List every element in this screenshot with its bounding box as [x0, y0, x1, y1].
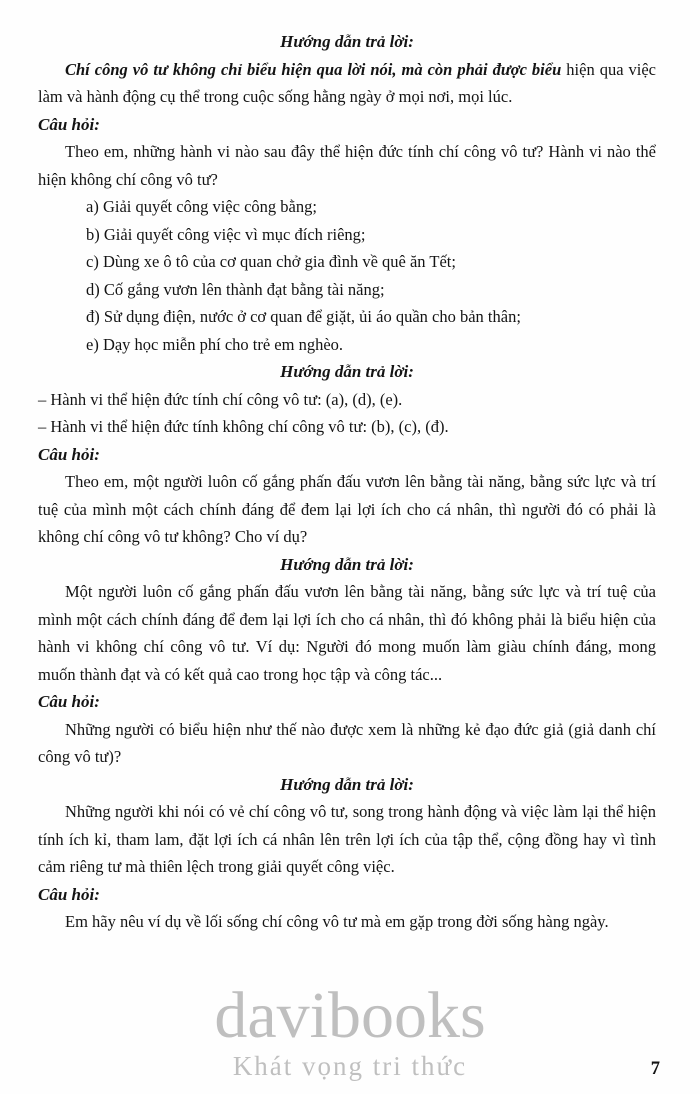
question-2-text: Theo em, một người luôn cố gắng phấn đấu vươn lên bằng tài năng, bằng sức lực và trí tuệ của mình một cách chính đáng để đem lại lợi ích cho cá nhân, thì người đó có phải là không chí công vô tư không? Cho ví dụ? — [38, 472, 656, 546]
question-4-text: Em hãy nêu ví dụ về lối sống chí công vô tư mà em gặp trong đời sống hàng ngày. — [65, 912, 609, 931]
question-1-option-dd: đ) Sử dụng điện, nước ở cơ quan để giặt, ủi áo quần cho bản thân; — [86, 307, 521, 326]
watermark-slogan: Khát vọng tri thức — [232, 1051, 468, 1081]
question-1-option-b: b) Giải quyết công việc vì mục đích riêng; — [86, 224, 366, 244]
question-label-2: Câu hỏi: — [38, 444, 100, 464]
question-1-option-a: a) Giải quyết công việc công bằng; — [86, 197, 317, 216]
answer-guide-heading-1: Hướng dẫn trả lời: — [280, 32, 414, 51]
watermark — [0, 979, 700, 1082]
answer-guide-heading-3: Hướng dẫn trả lời: — [280, 554, 414, 574]
question-1-option-c: c) Dùng xe ô tô của cơ quan chở gia đình về quê ăn Tết; — [86, 252, 456, 271]
question-1-option-e: e) Dạy học miễn phí cho trẻ em nghèo. — [86, 334, 344, 354]
intro-answer-paragraph — [38, 56, 656, 111]
question-3-answer: Những người khi nói có vẻ chí công vô tư, song trong hành động và việc làm lại thể hiện tính ích kỉ, tham lam, đặt lợi ích cá nhân lên trên lợi ích của tập thể, cộng đồng hay vì tình cảm riêng tư mà thiên lệch trong giải quyết công việc. — [38, 802, 656, 876]
question-label-1: Câu hỏi: — [38, 114, 100, 134]
question-1-option-d: d) Cố gắng vươn lên thành đạt bằng tài năng; — [86, 279, 385, 299]
question-1-answer-line-1: – Hành vi thể hiện đức tính chí công vô tư: (a), (d), (e). — [38, 389, 403, 409]
question-1-text: Theo em, những hành vi nào sau đây thể hiện đức tính chí công vô tư? Hành vi nào thể hiện không chí công vô tư? — [38, 142, 656, 189]
question-3-text: Những người có biểu hiện như thế nào được xem là những kẻ đạo đức giả (giả danh chí công vô tư)? — [38, 719, 656, 766]
watermark-logo-text: davibooks — [214, 979, 486, 1052]
intro-answer-rest: hiện qua việc làm và hành động cụ thể trong cuộc sống hằng ngày ở mọi nơi, mọi lúc. — [38, 59, 657, 106]
question-label-4: Câu hỏi: — [38, 884, 100, 904]
answer-guide-heading-4: Hướng dẫn trả lời: — [280, 774, 414, 794]
question-2-answer: Một người luôn cố gắng phấn đấu vươn lên bằng tài năng, bằng sức lực và trí tuệ của mình một cách chính đáng để đem lại lợi ích cho cá nhân, thì đó không phải là biểu hiện của hành vi không chí công vô tư. Ví dụ: Người đó mong muốn làm giàu chính đáng, mong muốn thành đạt và có kết quả cao trong học tập và công tác... — [38, 582, 656, 684]
page-number: 7 — [650, 1059, 660, 1079]
question-label-3: Câu hỏi: — [38, 692, 100, 711]
answer-guide-heading-2: Hướng dẫn trả lời: — [280, 362, 414, 381]
question-1-answer-line-2: – Hành vi thể hiện đức tính không chí công vô tư: (b), (c), (đ). — [38, 417, 449, 436]
intro-answer-bold-lead: Chí công vô tư không chỉ biểu hiện qua lời nói, mà còn phải được biểu — [65, 59, 562, 79]
